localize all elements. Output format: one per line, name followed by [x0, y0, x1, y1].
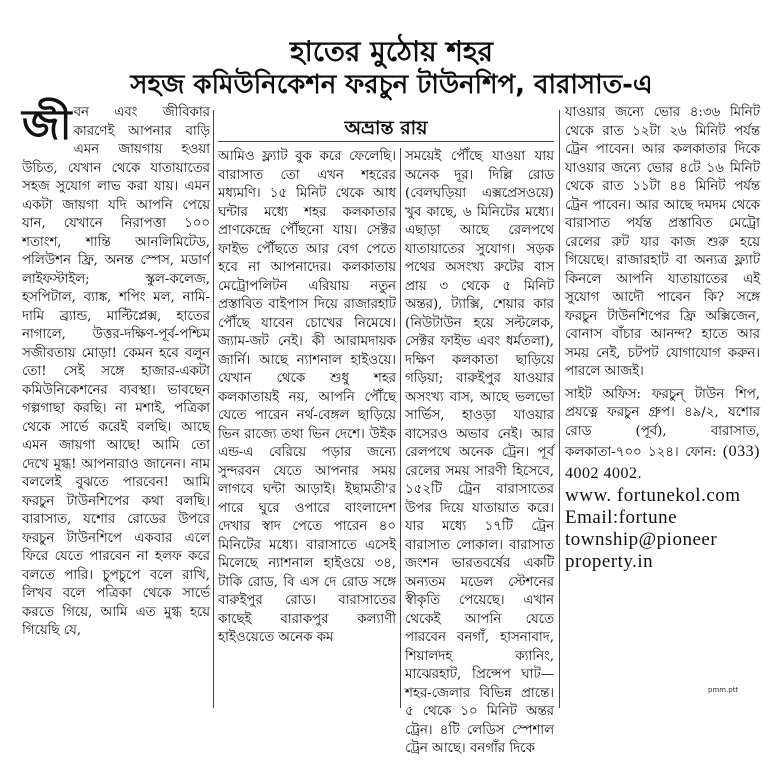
page-mark: pmm.ptt — [708, 686, 739, 694]
byline: অভ্রান্ত রায় — [344, 117, 428, 139]
drop-cap: জী — [22, 100, 72, 149]
contact-phone: (033) 4002 4002. — [565, 443, 760, 482]
column-4-text: যাওয়ার জন্যে ভোর ৪:৩৬ মিনিট থেকে রাত ১২টা ২৬ মিনিট পর্যন্ত ট্রেন পাবেন। আর কলকাতার দিকে যাওয়ার জন্যে ভোর ৪টে ১৬ মিনিট থেকে রাত ১১টা ৪৪ মিনিট পর্যন্ত ট্রেন পাবেন। আর আছে দমদম থেকে বারাসাত পর্যন্ত প্রস্তাবিত মেট্রো রেলের রুট যার কাজ শুরু হয়ে গিয়েছে। রাজারহাট বা অন্যত্র ফ্ল্যাট কিনলে আপনি যাতায়াতের এই সুযোগ আদৌ পাবেন কি? সঙ্গে ফরচুন টাউনশিপের ফ্রি অক্সিজেন, বোনাস বাঁচার আনন্দ? হাতে আর সময় নেই, চটপট যোগাযোগ করুন। পারলে আজই। — [565, 105, 760, 379]
article-column-3 — [405, 148, 554, 756]
contact-address: সাইট অফিস: ফরচুন্‌ টাউন শিপ, প্রযত্নে ফরচুন গ্রুপ। ৪৯/২, যশোর রোড (পূর্ব), বারাসাত, কলকাতা-৭০০ ১২৪। ফোন: — [565, 386, 760, 460]
column-3-text: সময়েই পৌঁছে যাওয়া যায় অনেক দূর। দিল্লি রোড (বেলঘড়িয়া এক্সপ্রেসওয়ে) খুব কাছে, ৬ মিনিটের মধ্যে। এছাড়া আছে রেলপথে যাতায়াতের সুযোগ। সড়ক পথের অসংখ্য রুটের বাস প্রায় ৩ থেকে ৫ মিনিট অন্তর), ট্যাক্সি, শেয়ার কার (নিউটাউন হয়ে সল্টলেক, সেক্টর ফাইভ এবং ধর্মতলা), দক্ষিণ কলকাতা ছাড়িয়ে গড়িয়া; বারুইপুর যাওয়ার অসংখ্য বাস, আছে ভলভো সার্ভিস, হাওড়া যাওয়ার বাসেরও অভাব নেই। আর রেলপথে অনেক ট্রেন। পূর্ব রেলের সময় সারণী হিসেবে, ১৫২টি ট্রেন বারাসাতের উপর দিয়ে যাতায়াত করে। যার মধ্যে ১৭টি ট্রেন বারাসাত লোকাল। বারাসাত জংশন ভারতবর্ষের একটি অন্যতম মডেল স্টেশনের স্বীকৃতি পেয়েছে। এখান থেকেই আপনি যেতে পারবেন বনগাঁ, হাসনাবাদ, শিয়ালদহ ক্যানিং, মাঝেরহাট, প্রিন্সেপ ঘাট— শহর-জেলার বিভিন্ন প্রান্তে। ৫ থেকে ১০ মিনিট অন্তর ট্রেন। ৪টি লেডিস স্পেশাল ট্রেন আছে। বনগাঁর দিকে — [405, 149, 554, 756]
column-divider — [213, 110, 214, 708]
column-2-text: আমিও ফ্ল্যাট বুক করে ফেলেছি। বারাসাত তো এখন শহরের মধ্যমণি। ১৫ মিনিট থেকে আধ ঘন্টার মধ্যে শহর কলকাতার প্রাণকেন্দ্রে পৌঁছনো যায়। সেক্টর ফাইভ পৌঁছতে আর বেগ পেতে হবে না আপনাদের। কলকাতায় মেট্রোপলিটন এরিয়ায় নতুন প্রস্তাবিত বাইপাস দিয়ে রাজারহাট পৌঁছে যাবেন চোখের নিমেষে। জ্যাম-জট নেই। কী আরামদায়ক জার্নি। আছে ন্যাশনাল হাইওয়ে। যেখান থেকে শুধু শহর কলকাতায়ই নয়, আপনি পৌঁছে যেতে পারেন নর্থ-বেঙ্গল ছাড়িয়ে ভিন রাজ্যে তথা ভিন দেশে। উইক এন্ড-এ বেরিয়ে পড়ার জন্যে সুন্দরবন যেতে আপনার সময় লাগবে ঘন্টা আড়াই। ইছামতী'র পারে ঘুরে ওপারে বাংলাদেশ দেখার স্বাদ পেতে পারেন ৪০ মিনিটের মধ্যে। বারাসাতে এসেই মিলেছে ন্যাশনাল হাইওয়ে ৩৪, টাকি রোড, বি এস দে রোড সঙ্গে বারুইপুর রোড। বারাসাতের কাছেই বারাকপুর কল্যাণী হাইওয়েতে অনেক কম — [218, 149, 396, 645]
headline-line-2: সহজ কমিউনিকেশন ফরচুন টাউনশিপ, বারাসাত-এ — [130, 70, 653, 100]
contact-email: Email:fortune township@pioneer property.in — [565, 507, 718, 572]
column-divider — [559, 110, 560, 708]
column-divider — [400, 148, 401, 708]
contact-website: www. fortunekol.com — [565, 485, 741, 506]
byline-underline — [218, 141, 554, 142]
column-1-text: বন এবং জীবিকার কারণেই আপনার বাড়ি এমন জায়গায় হওয়া উচিত, যেখান থেকে যাতায়াতের সহজ সুযোগ লাভ করা যায়। এমন একটা জায়গা যদি আপনি পেয়ে যান, যেখানে নিরাপত্তা ১০০ শতাংশ, শান্তি আনলিমিটেড, পলিউশন ফ্রি, অনন্ত স্পেস, মডার্ণ লাইফস্টাইল; স্কুল-কলেজ, হসপিটাল, ব্যাঙ্ক, শপিং মল, নামি-দামি ব্র্যান্ড, মাল্টিপ্লেক্স, হাতের নাগালে, উত্তর-দক্ষিণ-পূর্ব-পশ্চিম সজীবতায় মোড়া! কেমন হবে বলুন তো! সেই সঙ্গে হাজার-একটা কমিউনিকেশনের ব্যবস্থা। ভাবছেন গল্পগাছা করছি। না মশাই, পত্রিকা থেকে সার্ভে করেই বলছি। আছে এমন জায়গা আছে! আমি তো দেখে মুগ্ধ! আপনারাও জানেন। নাম বললেই বুঝতে পারবেন! আমি ফরচুন টাউনশিপের কথা বলছি। বারাসাত, যশোর রোডের উপরে ফরচুন টাউনশিপে একবার এলে ফিরে যেতে পারবেন না হলফ করে বলতে পারি। চুপচুপে বলে রাখি, লিখব বলে পত্রিকা থেকে সার্ভে করতে গিয়ে, আমি এত মুগ্ধ হয়ে গিয়েছি যে, — [22, 105, 210, 638]
article-column-4 — [565, 104, 760, 704]
article-column-1 — [22, 100, 210, 704]
article-column-2 — [218, 148, 396, 772]
headline-line-1: হাতের মুঠোয় শহর — [289, 35, 494, 68]
